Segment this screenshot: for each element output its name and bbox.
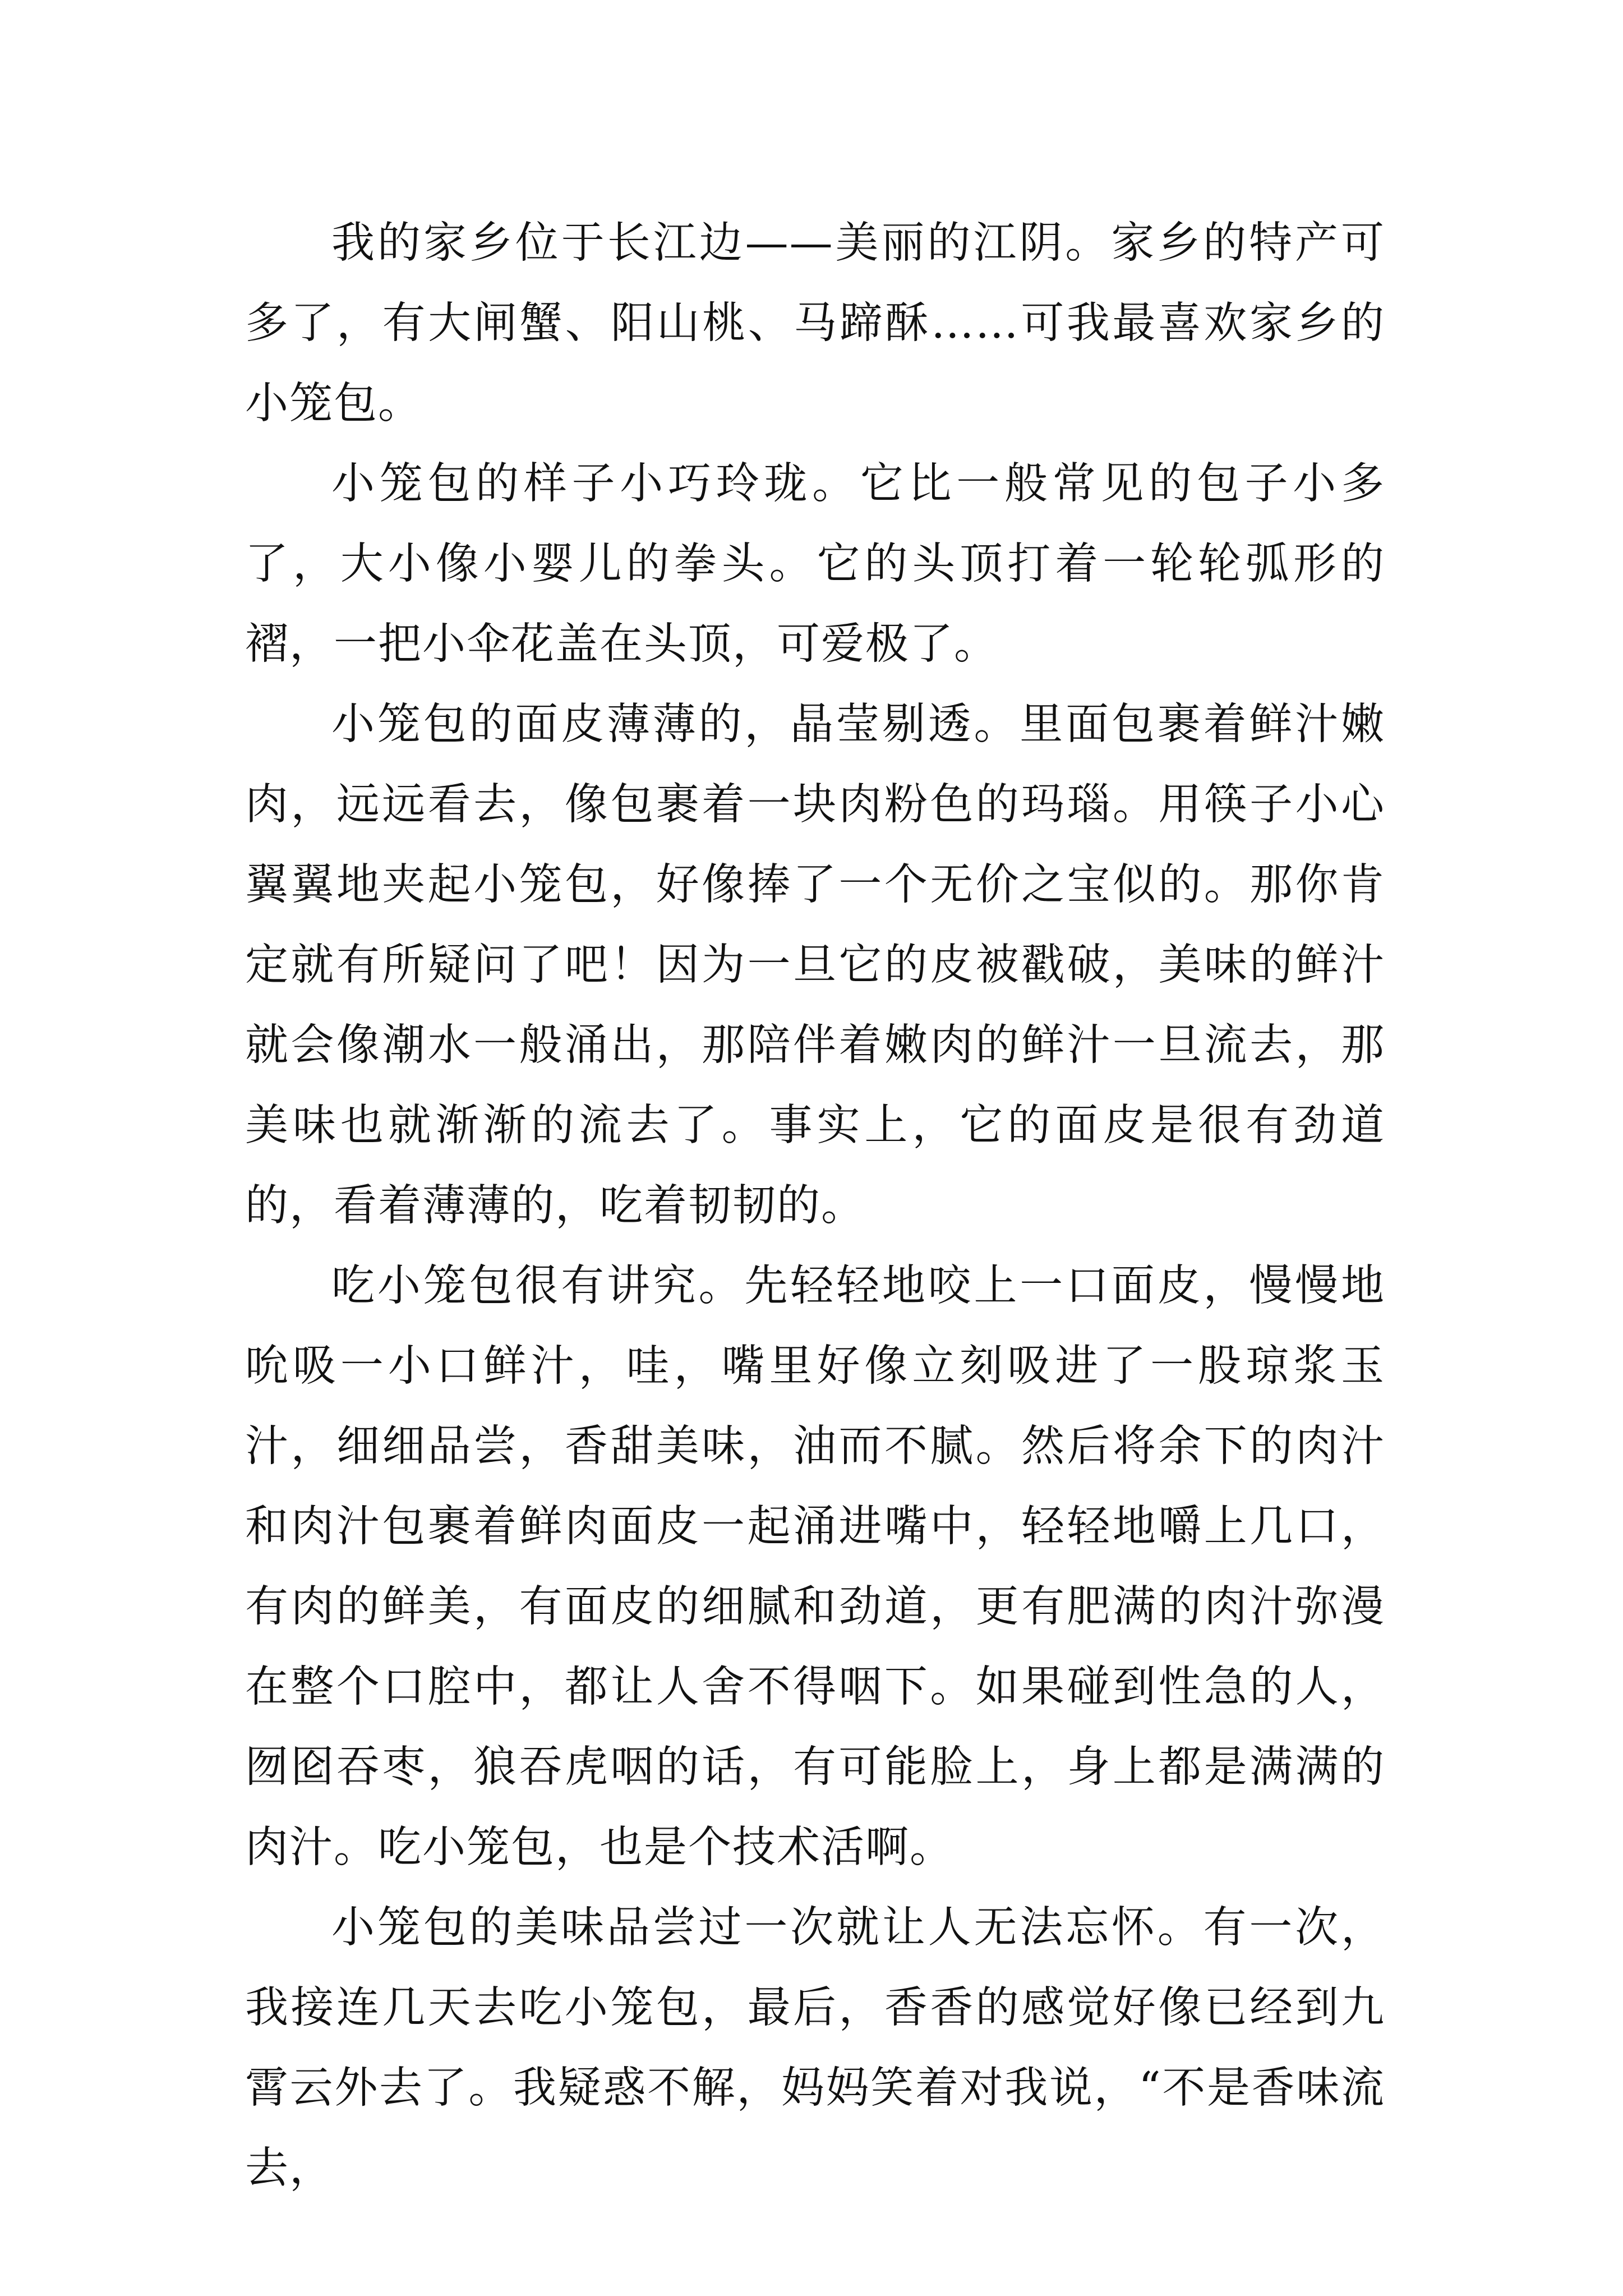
paragraph-hometown: 我的家乡位于长江边——美丽的江阴。家乡的特产可多了，有大闸蟹、阳山桃、马蹄酥……可我最喜欢家乡的小笼包。 [245,218,1385,429]
paragraph-memory: 小笼包的美味品尝过一次就让人无法忘怀。有一次，我接连几天去吃小笼包，最后，香香的感觉好像已经到九霄云外去了。我疑惑不解，妈妈笑着对我说，“不是香味流去， [245,1903,1385,2193]
paragraph-appearance: 小笼包的样子小巧玲珑。它比一般常见的包子小多了，大小像小婴儿的拳头。它的头顶打着一轮轮弧形的褶，一把小伞花盖在头顶，可爱极了。 [245,459,1385,669]
paragraph-skin: 小笼包的面皮薄薄的，晶莹剔透。里面包裹着鲜汁嫩肉，远远看去，像包裹着一块肉粉色的玛瑙。用筷子小心翼翼地夹起小笼包，好像捧了一个无价之宝似的。那你肯定就有所疑问了吧！因为一旦它的皮被戳破，美味的鲜汁就会像潮水一般涌出，那陪伴着嫩肉的鲜汁一旦流去，那美味也就渐渐的流去了。事实上，它的面皮是很有劲道的，看着薄薄的，吃着韧韧的。 [245,700,1385,1231]
document-body [245,203,1385,2208]
paragraph-eating: 吃小笼包很有讲究。先轻轻地咬上一口面皮，慢慢地吮吸一小口鲜汁，哇，嘴里好像立刻吸进了一股琼浆玉汁，细细品尝，香甜美味，油而不腻。然后将余下的肉汁和肉汁包裹着鲜肉面皮一起涌进嘴中，轻轻地嚼上几口，有肉的鲜美，有面皮的细腻和劲道，更有肥满的肉汁弥漫在整个口腔中，都让人舍不得咽下。如果碰到性急的人，囫囵吞枣，狼吞虎咽的话，有可能脸上，身上都是满满的肉汁。吃小笼包，也是个技术活啊。 [245,1261,1385,1872]
